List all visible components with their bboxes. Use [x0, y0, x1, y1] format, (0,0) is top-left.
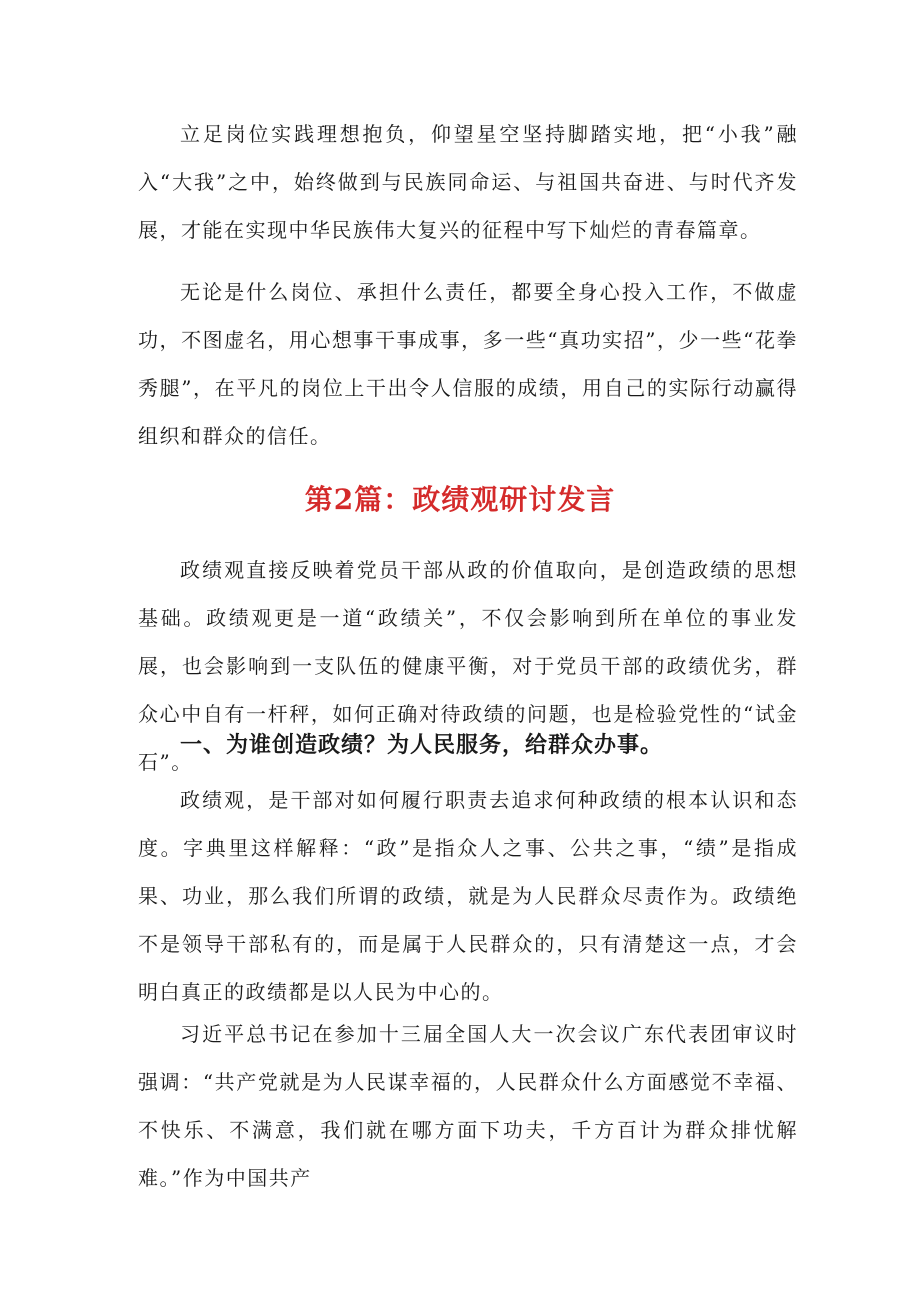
body-paragraph-4: 政绩观，是干部对如何履行职责去追求何种政绩的根本认识和态度。字典里这样解释：“政”是指众人之事、公共之事，“绩”是指成果、功业，那么我们所谓的政绩，就是为人民群众尽责作为。政绩绝不是领导干部私有的，而是属于人民群众的，只有清楚这一点，才会明白真正的政绩都是以人民为中心的。	[138, 788, 798, 1004]
body-paragraph-1: 立足岗位实践理想抱负，仰望星空坚持脚踏实地，把“小我”融入“大我”之中，始终做到与民族同命运、与祖国共奋进、与时代齐发展，才能在实现中华民族伟大复兴的征程中写下灿烂的青春篇章。	[138, 122, 798, 242]
body-paragraph-5: 习近平总书记在参加十三届全国人大一次会议广东代表团审议时强调：“共产党就是为人民谋幸福的，人民群众什么方面感觉不幸福、不快乐、不满意，我们就在哪方面下功夫，千方百计为群众排忧解难。”作为中国共产	[138, 1022, 798, 1190]
section-heading: 第2篇：政绩观研讨发言	[304, 483, 616, 516]
body-paragraph-3: 政绩观直接反映着党员干部从政的价值取向，是创造政绩的思想基础。政绩观更是一道“政绩关”，不仅会影响到所在单位的事业发展，也会影响到一支队伍的健康平衡，对于党员干部的政绩优劣，群众心中自有一杆秤，如何正确对待政绩的问题，也是检验党性的“试金石”。	[138, 558, 798, 774]
body-paragraph-2: 无论是什么岗位、承担什么责任，都要全身心投入工作，不做虚功，不图虚名，用心想事干事成事，多一些“真功实招”，少一些“花拳秀腿”，在平凡的岗位上干出令人信服的成绩，用自己的实际行动赢得组织和群众的信任。	[138, 280, 798, 448]
subsection-heading: 一、为谁创造政绩？为人民服务，给群众办事。	[180, 732, 664, 758]
